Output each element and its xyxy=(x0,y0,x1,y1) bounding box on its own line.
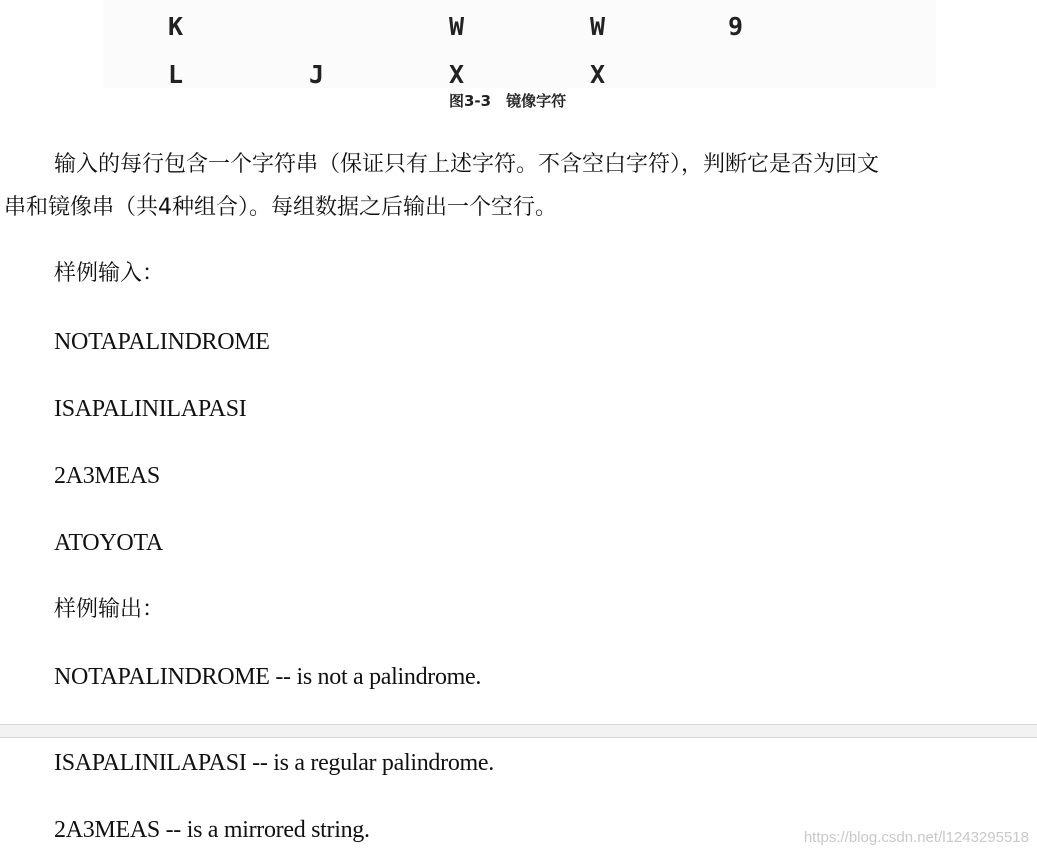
sample-input-line: NOTAPALINDROME xyxy=(54,329,270,355)
sample-input-line: 2A3MEAS xyxy=(54,463,160,489)
figure-glyph: L xyxy=(168,60,184,89)
sample-input-line: ISAPALINILAPASI xyxy=(54,396,247,422)
sample-output-line: 2A3MEAS -- is a mirrored string. xyxy=(54,817,370,843)
watermark-url: https://blog.csdn.net/l1243295518 xyxy=(803,829,1029,846)
sample-output-line: ISAPALINILAPASI -- is a regular palindrome. xyxy=(54,750,494,776)
figure-glyph: K xyxy=(168,12,184,41)
figure-glyph: X xyxy=(449,60,465,89)
figure-glyph: 9 xyxy=(728,12,744,41)
sample-output-line: NOTAPALINDROME -- is not a palindrome. xyxy=(54,664,482,690)
description-line-1: 输入的每行包含一个字符串（保证只有上述字符。不含空白字符），判断它是否为回文 xyxy=(54,152,880,177)
page-divider xyxy=(0,724,1037,738)
figure-glyph: W xyxy=(590,12,606,41)
sample-input-heading: 样例输入： xyxy=(54,261,165,286)
description-line-2: 串和镜像串（共4种组合）。每组数据之后输出一个空行。 xyxy=(4,195,557,220)
figure-glyph: X xyxy=(590,60,606,89)
sample-output-heading: 样例输出： xyxy=(54,597,165,622)
figure-glyph: J xyxy=(309,60,325,89)
mirror-characters-figure xyxy=(103,0,936,88)
sample-input-line: ATOYOTA xyxy=(54,530,163,556)
figure-glyph: W xyxy=(449,12,465,41)
figure-caption: 图3-3 镜像字符 xyxy=(449,92,567,110)
